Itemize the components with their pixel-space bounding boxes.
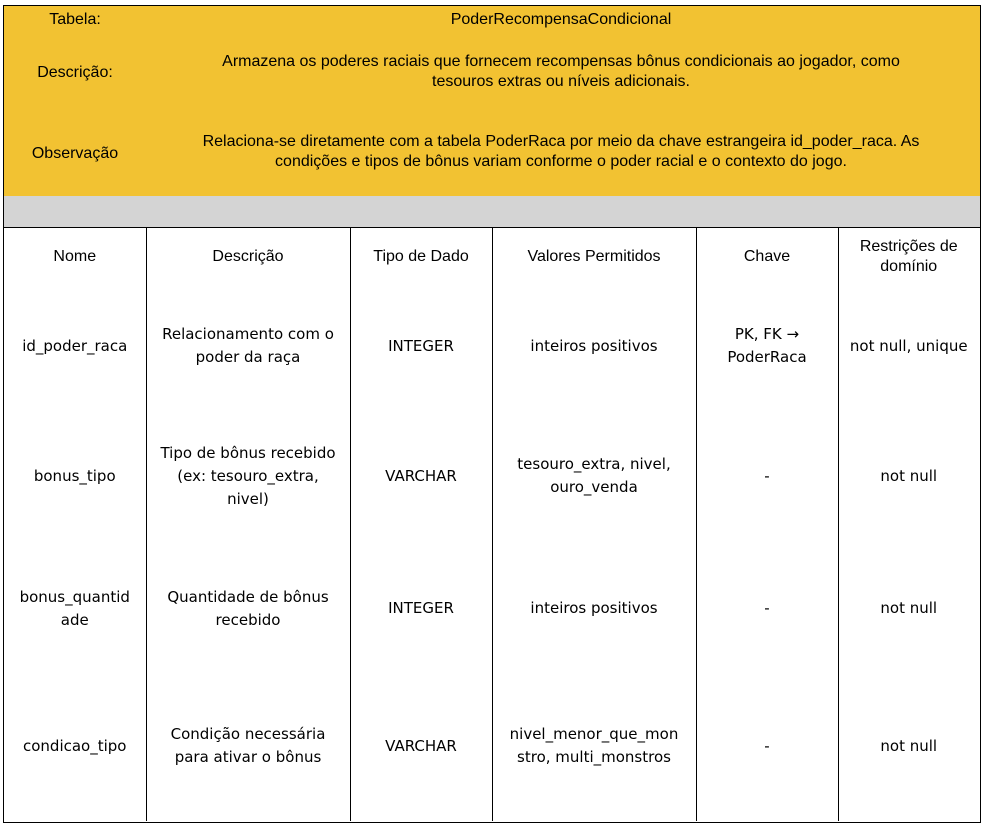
column-header-valores-permitidos: Valores Permitidos: [492, 228, 696, 286]
cell-descricao: Tipo de bônus recebido (ex: tesouro_extra, nivel): [146, 406, 350, 546]
description-label: Descrição:: [37, 64, 113, 81]
table-row: [4, 546, 979, 671]
cell-nome: bonus_tipo: [33, 466, 116, 485]
cell-chave: -: [696, 671, 838, 821]
description-text: [146, 52, 976, 92]
column-header-restricoes: Restrições de domínio: [838, 228, 979, 286]
description-line: tesouros extras ou níveis adicionais.: [432, 73, 690, 90]
cell-nome: condicao_tipo: [23, 736, 127, 755]
cell-chave: -: [696, 546, 838, 671]
column-header-chave: Chave: [696, 228, 838, 286]
observation-label: Observação: [31, 145, 119, 162]
column-header-tipo-de-dado: Tipo de Dado: [350, 228, 492, 286]
cell-valores: inteiros positivos: [492, 286, 696, 406]
table-row: [4, 286, 979, 406]
header-row: [4, 228, 979, 286]
column-header-nome: Nome: [53, 248, 97, 265]
fields-table: [4, 228, 979, 821]
table-row: [4, 406, 979, 546]
cell-descricao: Condição necessária para ativar o bônus: [146, 671, 350, 821]
cell-tipo: VARCHAR: [350, 671, 492, 821]
table-row: [4, 671, 979, 821]
cell-valores: tesouro_extra, nivel, ouro_venda: [492, 406, 696, 546]
cell-valores: inteiros positivos: [492, 546, 696, 671]
description-line: Armazena os poderes raciais que fornecem recompensas bônus condicionais ao jogador, como: [222, 53, 900, 70]
cell-restricoes: not null: [838, 546, 979, 671]
cell-descricao: Relacionamento com o poder da raça: [146, 286, 350, 406]
cell-nome: id_poder_raca: [22, 336, 128, 355]
cell-restricoes: not null: [838, 406, 979, 546]
cell-tipo: VARCHAR: [350, 406, 492, 546]
table-label: Tabela:: [49, 11, 101, 28]
cell-restricoes: not null, unique: [838, 286, 979, 406]
cell-tipo: INTEGER: [350, 286, 492, 406]
cell-chave: -: [696, 406, 838, 546]
table-info-header: [4, 6, 980, 196]
table-name: PoderRecompensaCondicional: [450, 11, 672, 28]
cell-restricoes: not null: [838, 671, 979, 821]
cell-nome: bonus_quantid ade: [19, 587, 130, 629]
observation-line: Relaciona-se diretamente com a tabela PoderRaca por meio da chave estrangeira id_poder_raca. As: [202, 133, 920, 150]
column-header-descricao: Descrição: [146, 228, 350, 286]
cell-valores: nivel_menor_que_mon stro, multi_monstros: [492, 671, 696, 821]
cell-chave: PK, FK → PoderRaca: [696, 286, 838, 406]
observation-text: [146, 132, 976, 172]
data-dictionary-sheet: [3, 5, 981, 823]
cell-descricao: Quantidade de bônus recebido: [146, 546, 350, 671]
separator-band: [4, 196, 980, 228]
observation-line: condições e tipos de bônus variam conforme o poder racial e o contexto do jogo.: [275, 153, 847, 170]
cell-tipo: INTEGER: [350, 546, 492, 671]
